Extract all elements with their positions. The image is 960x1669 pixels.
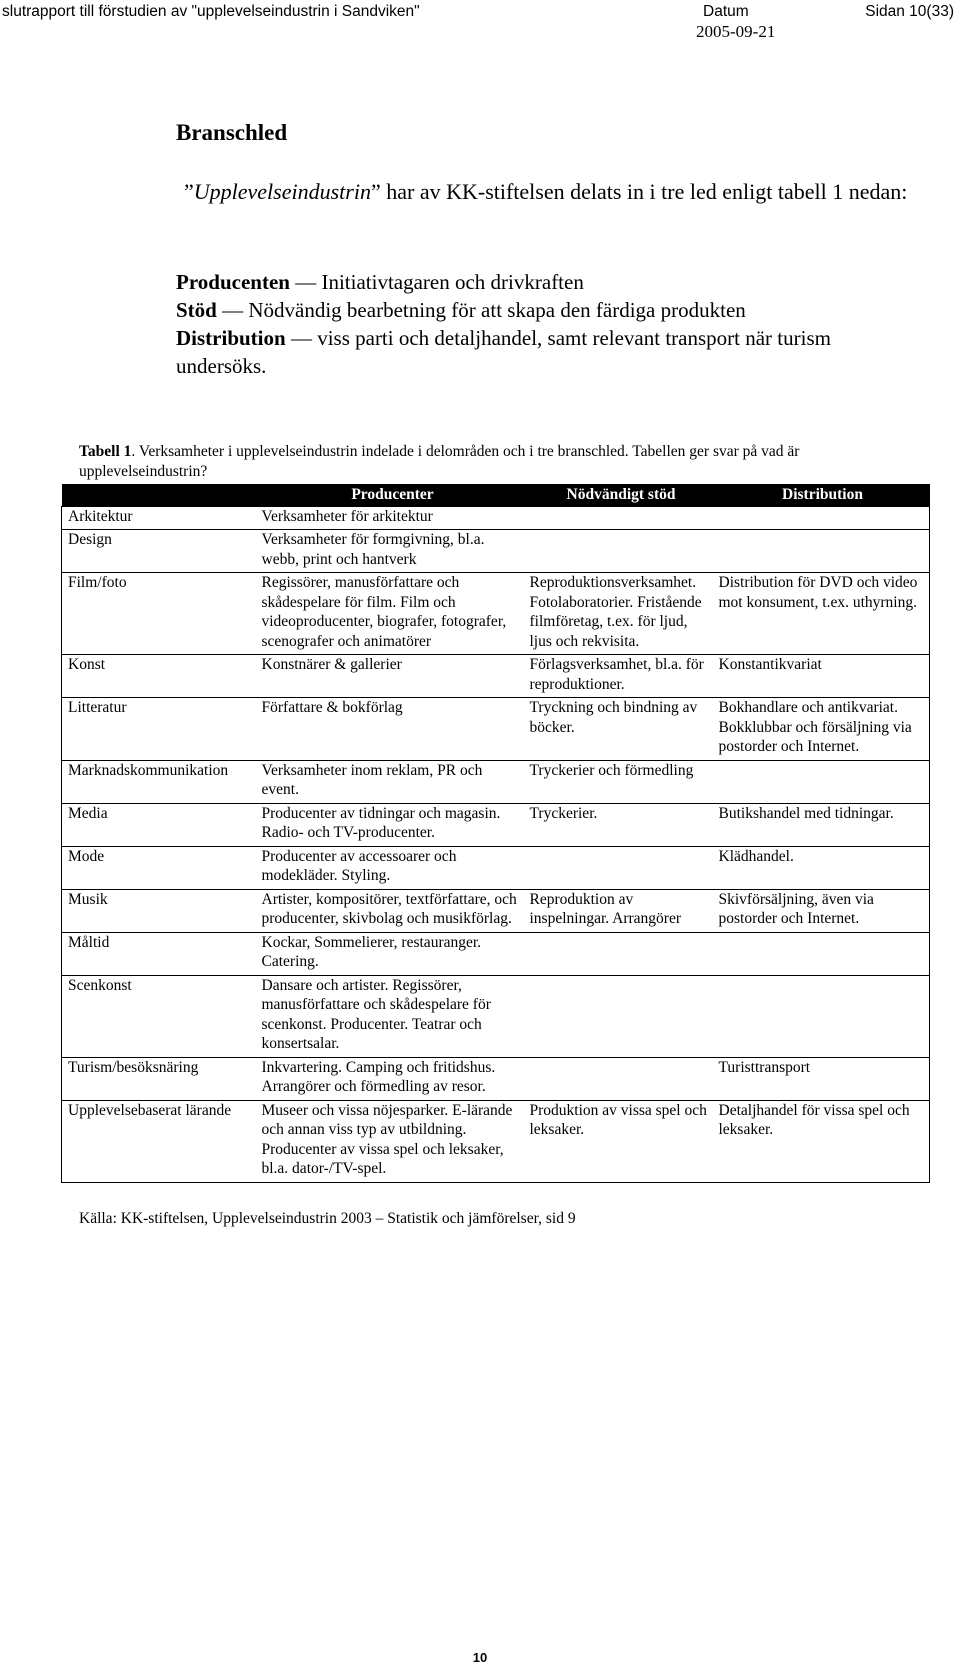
- sector-cell: Musik: [62, 889, 259, 932]
- definition-text: — Initiativtagaren och drivkraften: [289, 270, 584, 294]
- table-row: [62, 975, 930, 1057]
- distribution-cell: Detaljhandel för vissa spel och leksaker.: [716, 1100, 930, 1182]
- sector-table: [61, 484, 930, 1183]
- producer-cell: Kockar, Sommelierer, restauranger. Catering.: [259, 932, 527, 975]
- distribution-cell: [716, 530, 930, 573]
- producer-cell: Inkvartering. Camping och fritidshus. Arrangörer och förmedling av resor.: [259, 1057, 527, 1100]
- definition-item: [176, 296, 916, 324]
- support-cell: Förlagsverksamhet, bl.a. för reproduktioner.: [527, 655, 716, 698]
- table-row: [62, 573, 930, 655]
- distribution-cell: Butikshandel med tidningar.: [716, 803, 930, 846]
- producer-cell: Verksamheter för formgivning, bl.a. webb, print och hantverk: [259, 530, 527, 573]
- header-cell-stod: Nödvändigt stöd: [527, 484, 716, 506]
- quote-open: ”: [184, 179, 194, 204]
- distribution-cell: Konstantikvariat: [716, 655, 930, 698]
- header-cell-distribution: Distribution: [716, 484, 930, 506]
- definition-text: — viss parti och detaljhandel, samt relevant transport när turism undersöks.: [176, 326, 831, 378]
- table-row: [62, 803, 930, 846]
- support-cell: [527, 506, 716, 530]
- support-cell: Reproduktionsverksamhet. Fotolaboratorier. Fristående filmföretag, t.ex. för ljud, ljus och rekvisita.: [527, 573, 716, 655]
- section-heading: Branschled: [176, 120, 288, 145]
- intro-text: har av KK-stiftelsen delats in i tre led enligt tabell 1 nedan:: [380, 179, 908, 204]
- support-cell: [527, 975, 716, 1057]
- sector-cell: Scenkonst: [62, 975, 259, 1057]
- distribution-cell: [716, 932, 930, 975]
- document-date: 2005-09-21: [696, 22, 776, 41]
- definition-term: Producenten: [176, 270, 290, 294]
- table-row: [62, 655, 930, 698]
- page-number: 10: [472, 1650, 488, 1665]
- table-header-row: [62, 484, 930, 506]
- quote-close: ”: [370, 179, 381, 204]
- page-header: [0, 0, 960, 48]
- table-row: [62, 760, 930, 803]
- caption-text: . Verksamheter i upplevelseindustrin indelade i delområden och i tre branschled. Tabellen ger svar på vad är upplevelseindustrin?: [79, 443, 800, 480]
- distribution-cell: Skivförsäljning, även via postorder och Internet.: [716, 889, 930, 932]
- support-cell: Produktion av vissa spel och leksaker.: [527, 1100, 716, 1182]
- sector-cell: Måltid: [62, 932, 259, 975]
- sector-cell: Konst: [62, 655, 259, 698]
- distribution-cell: Distribution för DVD och video mot konsument, t.ex. uthyrning.: [716, 573, 930, 655]
- support-cell: [527, 530, 716, 573]
- producer-cell: Verksamheter för arkitektur: [259, 506, 527, 530]
- document-title: slutrapport till förstudien av "upplevelseindustrin i Sandviken": [2, 3, 420, 20]
- producer-cell: Regissörer, manusförfattare och skådespelare för film. Film och videoproducenter, biografer, fotografer, scenografer och animatörer: [259, 573, 527, 655]
- distribution-cell: [716, 506, 930, 530]
- producer-cell: Museer och vissa nöjesparker. E-lärande och annan viss typ av utbildning. Producenter av vissa spel och leksaker, bl.a. dator-/TV-spel.: [259, 1100, 527, 1182]
- support-cell: Tryckerier och förmedling: [527, 760, 716, 803]
- table-row: [62, 698, 930, 761]
- support-cell: Reproduktion av inspelningar. Arrangörer: [527, 889, 716, 932]
- definition-list: [176, 268, 916, 380]
- support-cell: [527, 932, 716, 975]
- sector-cell: Film/foto: [62, 573, 259, 655]
- intro-term: Upplevelseindustrin: [193, 179, 371, 204]
- definition-text: — Nödvändig bearbetning för att skapa den färdiga produkten: [216, 298, 746, 322]
- sector-cell: Mode: [62, 846, 259, 889]
- definition-item: [176, 268, 916, 296]
- table-row: [62, 530, 930, 573]
- date-label: Datum: [703, 3, 749, 20]
- sector-cell: Marknadskommunikation: [62, 760, 259, 803]
- support-cell: Tryckning och bindning av böcker.: [527, 698, 716, 761]
- intro-paragraph: [176, 178, 936, 206]
- page-indicator: Sidan 10(33): [865, 3, 954, 20]
- source-note: Källa: KK-stiftelsen, Upplevelseindustrin 2003 – Statistik och jämförelser, sid 9: [79, 1210, 576, 1227]
- support-cell: [527, 1057, 716, 1100]
- distribution-cell: [716, 760, 930, 803]
- distribution-cell: Bokhandlare och antikvariat. Bokklubbar och försäljning via postorder och Internet.: [716, 698, 930, 761]
- sector-cell: Turism/besöksnäring: [62, 1057, 259, 1100]
- table-row: [62, 889, 930, 932]
- definition-term: Stöd: [176, 298, 217, 322]
- producer-cell: Verksamheter inom reklam, PR och event.: [259, 760, 527, 803]
- table-caption: [79, 442, 929, 482]
- producer-cell: Producenter av tidningar och magasin. Radio- och TV-producenter.: [259, 803, 527, 846]
- table-row: [62, 506, 930, 530]
- producer-cell: Författare & bokförlag: [259, 698, 527, 761]
- caption-label: Tabell 1: [79, 443, 132, 460]
- distribution-cell: Klädhandel.: [716, 846, 930, 889]
- sector-cell: Upplevelsebaserat lärande: [62, 1100, 259, 1182]
- support-cell: Tryckerier.: [527, 803, 716, 846]
- distribution-cell: Turisttransport: [716, 1057, 930, 1100]
- producer-cell: Dansare och artister. Regissörer, manusförfattare och skådespelare för scenkonst. Producenter. Teatrar och konsertsalar.: [259, 975, 527, 1057]
- table-body: [62, 506, 930, 1182]
- table-row: [62, 846, 930, 889]
- producer-cell: Producenter av accessoarer och modekläder. Styling.: [259, 846, 527, 889]
- table-row: [62, 1057, 930, 1100]
- producer-cell: Konstnärer & gallerier: [259, 655, 527, 698]
- header-cell-empty: [62, 484, 259, 506]
- distribution-cell: [716, 975, 930, 1057]
- header-cell-producenter: Producenter: [259, 484, 527, 506]
- definition-item: [176, 324, 916, 380]
- sector-cell: Design: [62, 530, 259, 573]
- sector-cell: Litteratur: [62, 698, 259, 761]
- support-cell: [527, 846, 716, 889]
- table-row: [62, 1100, 930, 1182]
- producer-cell: Artister, kompositörer, textförfattare, och producenter, skivbolag och musikförlag.: [259, 889, 527, 932]
- sector-cell: Arkitektur: [62, 506, 259, 530]
- sector-cell: Media: [62, 803, 259, 846]
- definition-term: Distribution: [176, 326, 286, 350]
- table-row: [62, 932, 930, 975]
